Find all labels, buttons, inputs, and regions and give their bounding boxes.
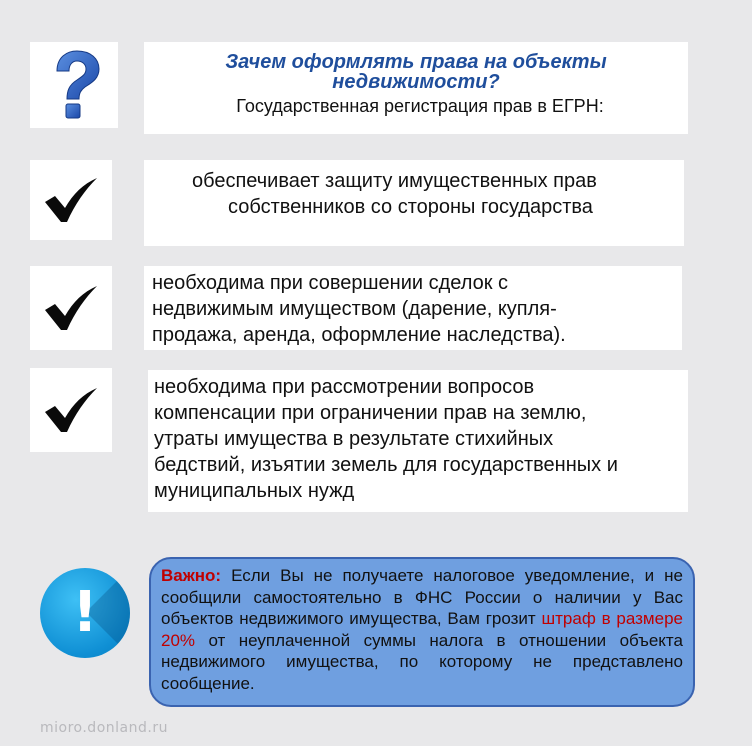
benefit-3-line-3: утраты имущества в результате стихийных — [154, 428, 554, 450]
benefit-2-line-3: продажа, аренда, оформление наследства). — [152, 324, 566, 346]
question-mark-icon — [43, 49, 105, 121]
page-subtitle: Государственная регистрация прав в ЕГРН: — [236, 96, 604, 116]
benefit-3-line-1: необходима при рассмотрении вопросов — [154, 376, 535, 398]
benefit-1-line-1: обеспечивает защиту имущественных прав — [192, 170, 597, 192]
important-label: Важно: — [161, 566, 222, 585]
checkmark-icon — [43, 284, 99, 332]
benefit-2-line-2: недвижимым имуществом (дарение, купля- — [152, 298, 557, 320]
benefit-item-2 — [144, 266, 682, 350]
fine-amount: штраф в размере 20% — [161, 609, 683, 650]
check-box-2 — [30, 266, 112, 350]
check-box-1 — [30, 160, 112, 240]
exclamation-glyph: ! — [72, 580, 98, 645]
benefit-item-3 — [148, 370, 688, 512]
question-icon-box — [30, 42, 118, 128]
benefit-item-1 — [144, 160, 684, 246]
benefit-3-line-5: муниципальных нужд — [154, 480, 355, 502]
exclamation-icon — [40, 568, 130, 658]
benefit-3-line-2: компенсации при ограничении прав на землю, — [154, 402, 587, 424]
notice-text-part-2: от неуплаченной суммы налога в отношении объекта недвижимого имущества, по которому не представлено сообщение. — [161, 630, 683, 693]
benefit-2-line-1: необходима при совершении сделок с — [152, 272, 509, 294]
benefit-1-line-2: собственников со стороны государства — [228, 196, 593, 218]
important-notice — [149, 557, 695, 707]
checkmark-icon — [43, 386, 99, 434]
check-box-3 — [30, 368, 112, 452]
title-box — [144, 42, 688, 134]
site-watermark: mioro.donland.ru — [40, 720, 168, 736]
checkmark-icon — [43, 176, 99, 224]
notice-text-part-1: Если Вы не получаете налоговое уведомление, и не сообщили самостоятельно в ФНС России о наличии у Вас объектов недвижимого имущества, Вам грозит — [161, 566, 683, 628]
benefit-3-line-4: бедствий, изъятии земель для государственных и — [154, 454, 618, 476]
page-title: Зачем оформлять права на объекты недвижимости? — [225, 51, 607, 93]
